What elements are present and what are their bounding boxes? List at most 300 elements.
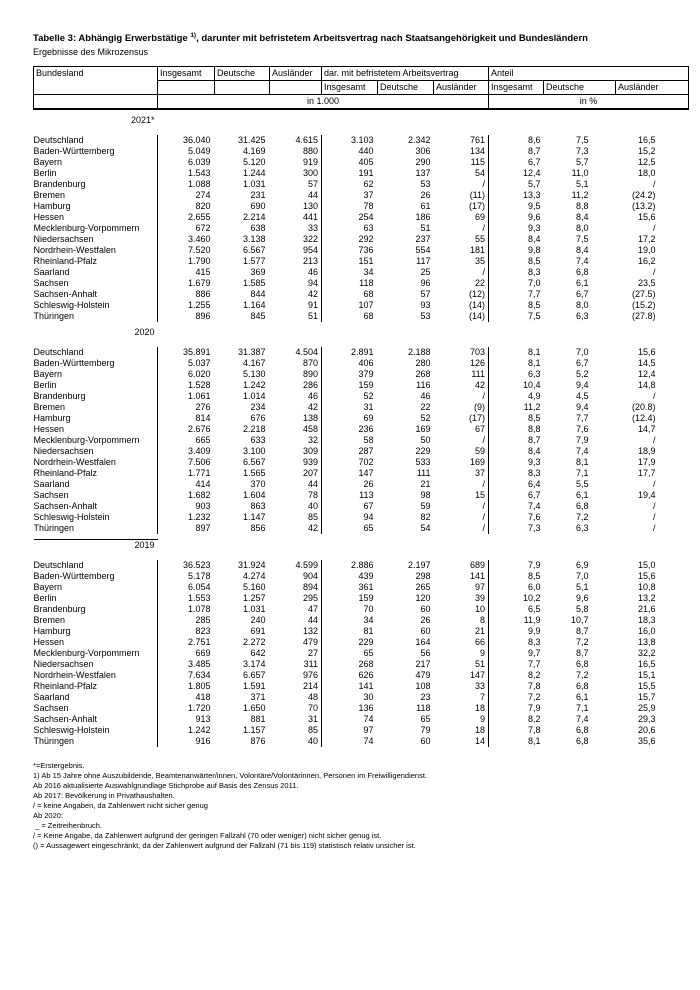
cell-value: 5.178: [158, 571, 215, 582]
cell-value: 68: [322, 311, 378, 322]
cell-value: 5,2: [576, 369, 589, 380]
cell-value: 2.342: [407, 135, 431, 146]
cell-value: 42: [475, 380, 486, 391]
cell-value: 113: [322, 490, 378, 501]
cell-value: 669: [158, 648, 215, 659]
cell-value: 458: [302, 424, 318, 435]
cell-value: 7,4: [489, 501, 544, 512]
cell-value: /: [482, 391, 486, 402]
cell-value: 7,2: [576, 512, 589, 523]
cell-value: 7,5: [576, 234, 589, 245]
table-row: [34, 435, 689, 446]
year-row-filler: [158, 115, 689, 126]
cell-value: 894: [302, 582, 318, 593]
footnote-line: Ab 2020:: [33, 811, 64, 821]
cell-value: 7,3: [489, 523, 544, 534]
table-row: [34, 300, 689, 311]
cell-value: 1.164: [242, 300, 266, 311]
cell-value: 21: [475, 626, 486, 637]
cell-value: 191: [322, 168, 378, 179]
cell-value: 52: [420, 413, 431, 424]
cell-state-name: Baden-Württemberg: [33, 571, 115, 582]
cell-value: 7,7: [489, 659, 544, 670]
cell-value: 863: [250, 501, 266, 512]
cell-value: 5,1: [576, 582, 589, 593]
cell-value: 4.167: [242, 358, 266, 369]
cell-value: 236: [322, 424, 378, 435]
cell-value: 66: [475, 637, 486, 648]
cell-value: 479: [415, 670, 431, 681]
cell-state-name: Thüringen: [33, 311, 75, 322]
cell-value: 890: [302, 369, 318, 380]
cell-value: 2.886: [322, 560, 378, 571]
cell-value: 4.599: [295, 560, 318, 571]
table-row: [34, 135, 689, 146]
cell-value: 7,6: [489, 512, 544, 523]
cell-value: 845: [250, 311, 266, 322]
cell-value: 8,7: [489, 146, 544, 157]
cell-value: 285: [158, 615, 215, 626]
header-auslaender: Ausländer: [270, 67, 322, 81]
cell-value: 322: [302, 234, 318, 245]
cell-value: 32,2: [638, 648, 656, 659]
cell-value: /: [482, 267, 486, 278]
cell-value: 1.031: [242, 179, 266, 190]
cell-value: 295: [302, 593, 318, 604]
cell-value: 379: [322, 369, 378, 380]
cell-value: 7,0: [576, 571, 589, 582]
cell-value: 36.523: [158, 560, 215, 571]
cell-value: 7,0: [489, 278, 544, 289]
cell-value: 169: [415, 424, 431, 435]
cell-value: 8,3: [489, 637, 544, 648]
cell-value: 691: [250, 626, 266, 637]
cell-state-name: Rheinland-Pfalz: [33, 256, 98, 267]
cell-value: 94: [307, 278, 318, 289]
cell-value: 42: [307, 289, 318, 300]
cell-value: 7: [480, 692, 486, 703]
cell-value: 26: [420, 615, 431, 626]
table-row: [34, 402, 689, 413]
cell-value: 22: [420, 402, 431, 413]
cell-value: 2.188: [407, 347, 431, 358]
cell-value: 5.037: [158, 358, 215, 369]
header-anteil-auslaender: Ausländer: [616, 81, 689, 95]
cell-value: 9,6: [576, 593, 589, 604]
cell-value: 2.197: [407, 560, 431, 571]
cell-value: 12,5: [638, 157, 656, 168]
cell-value: 62: [322, 179, 378, 190]
cell-value: 369: [250, 267, 266, 278]
cell-value: 7,9: [489, 560, 544, 571]
cell-value: 8,8: [576, 201, 589, 212]
cell-value: 15,7: [638, 692, 656, 703]
cell-state-name: Niedersachsen: [33, 446, 94, 457]
cell-value: 132: [302, 626, 318, 637]
cell-value: 32: [307, 435, 318, 446]
footnote-line: *=Erstergebnis.: [33, 761, 85, 771]
cell-value: 4.274: [242, 571, 266, 582]
footnote-line: 1) Ab 15 Jahre ohne Auszubildende, Beamtenanwärter/innen, Volontäre/Volontärinnen, Personen im Freiwilligendienst.: [33, 771, 428, 781]
cell-value: 136: [322, 703, 378, 714]
cell-value: 21,6: [638, 604, 656, 615]
cell-state-name: Rheinland-Pfalz: [33, 681, 98, 692]
cell-value: 6.039: [158, 157, 215, 168]
cell-value: 9: [480, 648, 486, 659]
cell-value: 13,3: [489, 190, 544, 201]
cell-value: 8,0: [576, 300, 589, 311]
cell-value: 886: [158, 289, 215, 300]
cell-value: 17,7: [638, 468, 656, 479]
cell-value: 29,3: [638, 714, 656, 725]
cell-state-name: Saarland: [33, 267, 70, 278]
table-row: [34, 571, 689, 582]
cell-value: 120: [415, 593, 431, 604]
cell-value: 16,2: [638, 256, 656, 267]
cell-value: 8,5: [489, 413, 544, 424]
cell-value: 274: [158, 190, 215, 201]
cell-value: 111: [416, 468, 431, 479]
cell-value: 44: [307, 479, 318, 490]
cell-value: 94: [322, 512, 378, 523]
cell-value: 36.040: [158, 135, 215, 146]
cell-value: (17): [469, 413, 486, 424]
cell-value: 702: [322, 457, 378, 468]
footnotes: [33, 761, 700, 851]
cell-value: 6,8: [576, 501, 589, 512]
cell-value: 939: [302, 457, 318, 468]
cell-value: 31.924: [237, 560, 266, 571]
table-row: [34, 736, 689, 747]
cell-value: 35.891: [158, 347, 215, 358]
cell-value: 78: [322, 201, 378, 212]
cell-value: /: [482, 435, 486, 446]
header-empty-cell: [34, 95, 158, 110]
cell-value: 290: [415, 157, 431, 168]
spacer-cell: [34, 126, 689, 135]
spacer-row: [34, 338, 689, 347]
cell-state-name: Rheinland-Pfalz: [33, 468, 98, 479]
cell-value: 169: [470, 457, 486, 468]
cell-value: 7,1: [576, 468, 589, 479]
cell-value: 1.014: [242, 391, 266, 402]
cell-value: 9,9: [489, 626, 544, 637]
cell-value: 33: [307, 223, 318, 234]
cell-value: 8,3: [489, 468, 544, 479]
cell-state-name: Bayern: [33, 157, 63, 168]
cell-state-name: Thüringen: [33, 736, 75, 747]
cell-value: 406: [322, 358, 378, 369]
cell-value: 823: [158, 626, 215, 637]
cell-value: 6,5: [489, 604, 544, 615]
cell-state-name: Berlin: [33, 168, 57, 179]
cell-value: 60: [420, 626, 431, 637]
footnote-line: _ = Zeitreihenbruch.: [33, 821, 102, 831]
cell-value: 134: [470, 146, 486, 157]
cell-value: 181: [470, 245, 486, 256]
cell-value: 6,3: [576, 311, 589, 322]
cell-value: 126: [470, 358, 486, 369]
cell-value: 15,5: [638, 681, 656, 692]
cell-value: 51: [420, 223, 431, 234]
cell-value: 7,2: [576, 637, 589, 648]
cell-value: 976: [302, 670, 318, 681]
cell-value: /: [653, 179, 656, 190]
cell-value: 151: [322, 256, 378, 267]
table-row: [34, 234, 689, 245]
table-row: [34, 245, 689, 256]
cell-value: 7,8: [489, 725, 544, 736]
table-row: [34, 190, 689, 201]
cell-state-name: Bayern: [33, 369, 63, 380]
cell-value: 118: [322, 278, 378, 289]
cell-value: 111: [471, 369, 486, 380]
cell-value: 14,5: [638, 358, 656, 369]
cell-value: 7,2: [489, 692, 544, 703]
cell-value: 4.615: [295, 135, 318, 146]
cell-value: 25: [420, 267, 431, 278]
footnote-line: / = Keine Angabe, da Zahlenwert aufgrund der geringen Fallzahl (70 oder weniger) nicht sicher genug ist.: [33, 831, 382, 841]
cell-value: 27: [307, 648, 318, 659]
cell-state-name: Deutschland: [33, 560, 84, 571]
cell-value: 7,7: [576, 413, 589, 424]
cell-value: 14,8: [638, 380, 656, 391]
cell-value: 217: [415, 659, 431, 670]
cell-value: 97: [475, 582, 486, 593]
cell-value: 8,1: [576, 457, 589, 468]
cell-value: 626: [322, 670, 378, 681]
cell-value: /: [482, 512, 486, 523]
employment-table: [33, 66, 689, 747]
cell-value: 164: [415, 637, 431, 648]
cell-value: 4.504: [295, 347, 318, 358]
cell-value: 11,0: [571, 168, 589, 179]
cell-value: 35: [475, 256, 486, 267]
cell-value: 14,7: [638, 424, 656, 435]
table-row: [34, 523, 689, 534]
cell-value: 1.061: [158, 391, 215, 402]
cell-value: 16,5: [638, 135, 656, 146]
cell-value: 69: [475, 212, 486, 223]
table-row: [34, 446, 689, 457]
cell-value: 3.103: [322, 135, 378, 146]
cell-value: 2.214: [242, 212, 266, 223]
cell-state-name: Bremen: [33, 402, 66, 413]
table-row: [34, 212, 689, 223]
cell-value: 74: [322, 714, 378, 725]
cell-state-name: Sachsen: [33, 490, 69, 501]
header-deutsche: Deutsche: [215, 67, 270, 81]
cell-value: 186: [415, 212, 431, 223]
cell-value: 11,9: [489, 615, 544, 626]
year-row-filler: [158, 327, 689, 338]
table-row: [34, 490, 689, 501]
table-row: [34, 146, 689, 157]
cell-value: 4,5: [576, 391, 589, 402]
cell-value: (20.8): [632, 402, 656, 413]
cell-value: 118: [416, 703, 431, 714]
cell-value: 633: [250, 435, 266, 446]
cell-value: 7,2: [576, 670, 589, 681]
cell-value: 904: [302, 571, 318, 582]
cell-value: 137: [415, 168, 431, 179]
cell-value: 98: [420, 490, 431, 501]
cell-value: 65: [322, 523, 378, 534]
cell-value: 919: [302, 157, 318, 168]
cell-value: 12,4: [638, 369, 656, 380]
cell-value: 7,4: [576, 256, 589, 267]
cell-value: 1.771: [158, 468, 215, 479]
cell-value: 7,0: [576, 347, 589, 358]
cell-value: 68: [322, 289, 378, 300]
cell-value: 814: [158, 413, 215, 424]
cell-value: 63: [322, 223, 378, 234]
spacer-cell: [34, 551, 689, 560]
cell-value: 1.147: [242, 512, 266, 523]
cell-value: 361: [322, 582, 378, 593]
cell-value: 44: [307, 615, 318, 626]
cell-state-name: Nordrhein-Westfalen: [33, 245, 116, 256]
cell-value: 1.650: [242, 703, 266, 714]
cell-state-name: Berlin: [33, 380, 57, 391]
cell-value: 1.157: [242, 725, 266, 736]
table-row: [34, 267, 689, 278]
cell-state-name: Saarland: [33, 479, 70, 490]
cell-state-name: Baden-Württemberg: [33, 358, 115, 369]
cell-value: 7,5: [576, 135, 589, 146]
cell-state-name: Bremen: [33, 615, 66, 626]
cell-value: 1.553: [158, 593, 215, 604]
cell-state-name: Schleswig-Holstein: [33, 512, 110, 523]
cell-value: 415: [158, 267, 215, 278]
cell-value: 37: [322, 190, 378, 201]
cell-value: 10,7: [571, 615, 589, 626]
header-unit-thousand: in 1.000: [158, 95, 489, 110]
cell-value: 48: [307, 692, 318, 703]
year-row: [34, 115, 689, 126]
cell-value: 8,4: [576, 212, 589, 223]
table-row: [34, 468, 689, 479]
cell-value: 1.805: [158, 681, 215, 692]
cell-value: 19,0: [638, 245, 656, 256]
cell-value: 913: [158, 714, 215, 725]
cell-value: 6,1: [576, 692, 589, 703]
cell-value: 1.257: [242, 593, 266, 604]
cell-value: 439: [322, 571, 378, 582]
cell-value: 207: [302, 468, 318, 479]
cell-value: 5.049: [158, 146, 215, 157]
cell-value: 881: [250, 714, 266, 725]
cell-value: 1.078: [158, 604, 215, 615]
cell-value: 138: [302, 413, 318, 424]
table-row: [34, 457, 689, 468]
cell-value: 6,7: [489, 490, 544, 501]
cell-value: /: [482, 501, 486, 512]
cell-value: 46: [420, 391, 431, 402]
cell-value: 60: [420, 604, 431, 615]
cell-value: 1.790: [158, 256, 215, 267]
cell-value: 414: [158, 479, 215, 490]
cell-value: 844: [250, 289, 266, 300]
cell-value: 141: [470, 571, 486, 582]
cell-value: 3.460: [158, 234, 215, 245]
cell-value: 97: [322, 725, 378, 736]
cell-state-name: Bayern: [33, 582, 63, 593]
cell-value: 1.565: [242, 468, 266, 479]
table-row: [34, 604, 689, 615]
cell-value: 689: [470, 560, 486, 571]
cell-state-name: Hamburg: [33, 201, 71, 212]
table-row: [34, 501, 689, 512]
cell-state-name: Nordrhein-Westfalen: [33, 670, 116, 681]
cell-state-name: Deutschland: [33, 135, 84, 146]
table-row: [34, 358, 689, 369]
cell-value: /: [482, 479, 486, 490]
table-row: [34, 714, 689, 725]
cell-value: 74: [322, 736, 378, 747]
header-empty-cell: [158, 81, 215, 95]
table-row: [34, 582, 689, 593]
cell-value: 265: [415, 582, 431, 593]
cell-value: /: [482, 523, 486, 534]
cell-value: 5,1: [576, 179, 589, 190]
cell-value: 5,7: [576, 157, 589, 168]
cell-value: 440: [322, 146, 378, 157]
cell-value: 234: [250, 402, 266, 413]
cell-value: 6,8: [576, 681, 589, 692]
cell-value: 18: [475, 725, 486, 736]
cell-state-name: Thüringen: [33, 523, 75, 534]
cell-value: 1.577: [242, 256, 266, 267]
cell-value: (14): [469, 300, 486, 311]
cell-value: 8,1: [489, 736, 544, 747]
footnote-line: / = keine Angaben, da Zahlenwert nicht sicher genug: [33, 801, 208, 811]
table-row: [34, 681, 689, 692]
cell-value: 280: [415, 358, 431, 369]
cell-value: 61: [420, 201, 431, 212]
year-row: [34, 540, 689, 552]
header-group-befristet: dar. mit befristetem Arbeitsvertrag: [322, 67, 489, 81]
table-row: [34, 479, 689, 490]
page-title: [33, 30, 700, 45]
cell-value: 8,6: [489, 135, 544, 146]
table-body: [34, 109, 689, 747]
header-befristet-auslaender: Ausländer: [434, 81, 489, 95]
cell-value: /: [482, 179, 486, 190]
cell-value: 300: [302, 168, 318, 179]
cell-value: 6.657: [242, 670, 266, 681]
year-row-filler: [158, 540, 689, 552]
cell-value: 298: [415, 571, 431, 582]
cell-value: 18,3: [638, 615, 656, 626]
cell-value: 65: [322, 648, 378, 659]
table-row: [34, 659, 689, 670]
cell-value: 50: [420, 435, 431, 446]
cell-value: 31: [307, 714, 318, 725]
cell-value: 60: [420, 736, 431, 747]
cell-value: 85: [307, 725, 318, 736]
cell-value: 21: [420, 479, 431, 490]
cell-value: 287: [322, 446, 378, 457]
header-bundesland: Bundesland: [34, 67, 158, 95]
cell-value: 5.120: [242, 157, 266, 168]
cell-value: 1.528: [158, 380, 215, 391]
cell-value: 23,5: [638, 278, 656, 289]
cell-value: 1.088: [158, 179, 215, 190]
cell-value: 6,3: [489, 369, 544, 380]
cell-value: 57: [307, 179, 318, 190]
cell-value: 116: [416, 380, 431, 391]
